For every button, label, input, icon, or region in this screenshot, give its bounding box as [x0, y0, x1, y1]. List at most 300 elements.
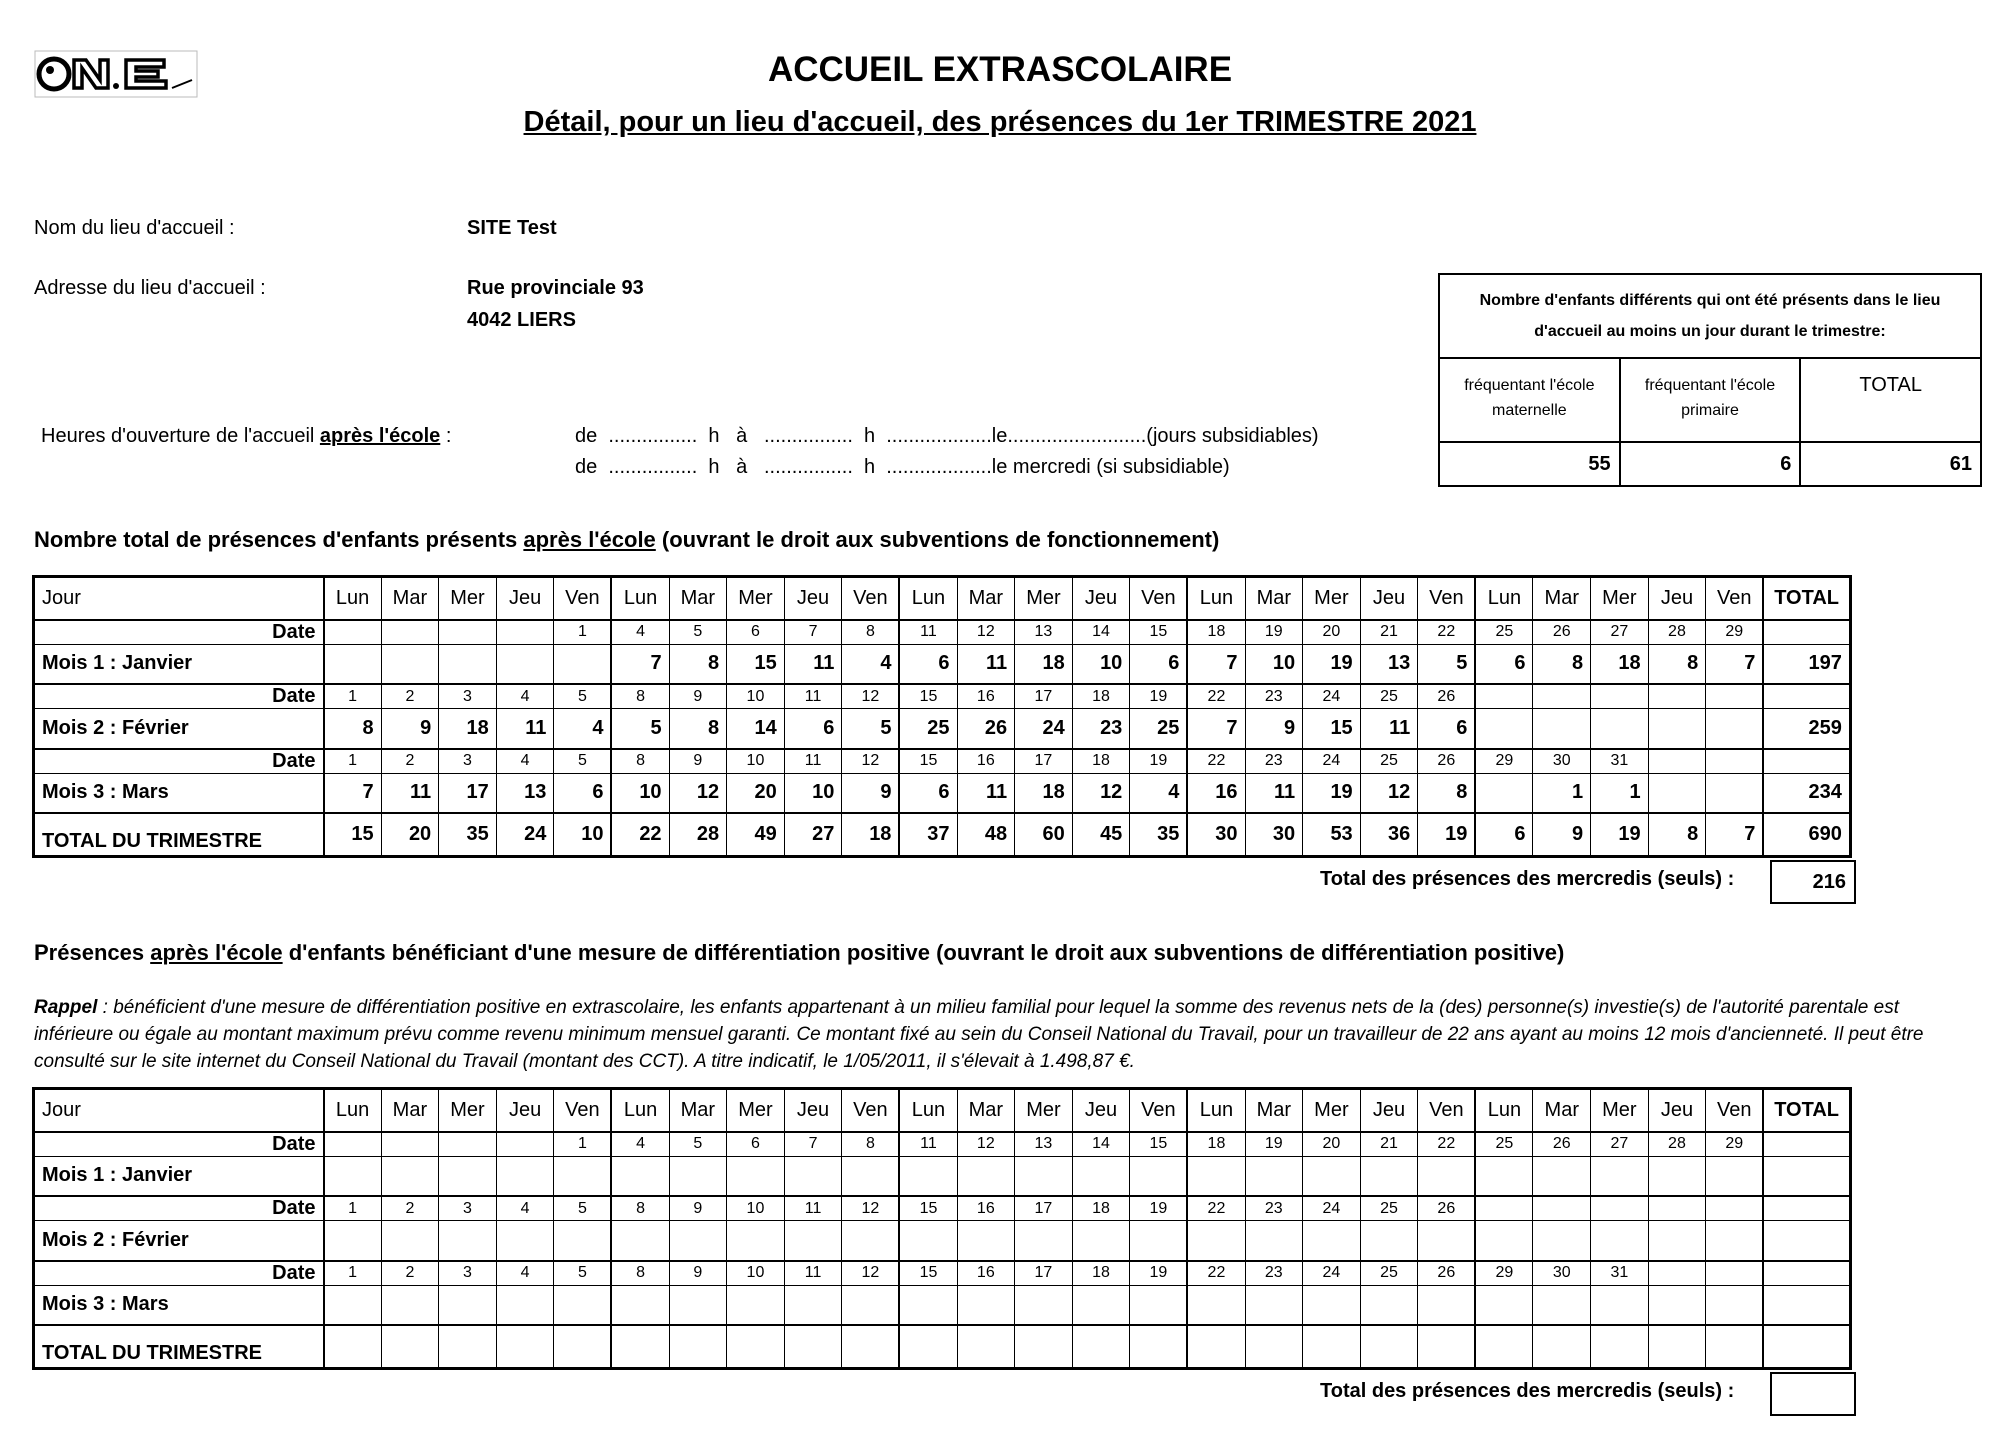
date-label: Date — [35, 749, 324, 774]
date-cell — [1763, 1196, 1849, 1221]
trimestre-cell: 35 — [1130, 813, 1188, 855]
date-cell: 18 — [1072, 1261, 1130, 1286]
value-cell — [1072, 1221, 1130, 1261]
day-header: Mar — [957, 1090, 1015, 1132]
value-cell: 9 — [842, 773, 900, 813]
rappel-label: Rappel — [34, 997, 98, 1018]
value-cell — [784, 1221, 842, 1261]
page-subtitle: Détail, pour un lieu d'accueil, des présences du 1er TRIMESTRE 2021 — [523, 106, 1477, 138]
jour-header: Jour — [35, 578, 324, 620]
value-cell — [1533, 1156, 1591, 1196]
date-cell: 29 — [1706, 620, 1764, 645]
day-header: Mar — [1533, 1090, 1591, 1132]
trimestre-cell — [899, 1325, 957, 1367]
date-cell: 19 — [1130, 749, 1188, 774]
date-cell: 31 — [1591, 749, 1649, 774]
day-header: Ven — [554, 578, 612, 620]
value-cell: 5 — [842, 709, 900, 749]
date-cell: 10 — [727, 1196, 785, 1221]
trimestre-cell: 24 — [496, 813, 554, 855]
trimestre-cell: 30 — [1187, 813, 1245, 855]
trimestre-cell: 8 — [1648, 813, 1706, 855]
date-label: Date — [35, 1196, 324, 1221]
date-cell: 7 — [784, 1132, 842, 1157]
day-header: Mer — [439, 578, 497, 620]
date-cell — [1648, 1261, 1706, 1286]
value-cell: 11 — [381, 773, 439, 813]
month-total — [1763, 1221, 1849, 1261]
day-header: Lun — [324, 1090, 382, 1132]
date-row — [35, 620, 1850, 645]
date-cell: 21 — [1360, 620, 1418, 645]
value-cell — [496, 1221, 554, 1261]
month-row — [35, 773, 1850, 813]
value-cell: 6 — [1418, 709, 1476, 749]
day-header: Ven — [1706, 1090, 1764, 1132]
value-cell: 6 — [1475, 644, 1533, 684]
value-cell: 20 — [727, 773, 785, 813]
value-cell — [1475, 1285, 1533, 1325]
day-header: Mar — [957, 578, 1015, 620]
value-cell — [1360, 1156, 1418, 1196]
day-header: Lun — [899, 578, 957, 620]
value-cell: 11 — [1245, 773, 1303, 813]
day-header: Mar — [1533, 578, 1591, 620]
value-cell: 8 — [669, 709, 727, 749]
day-header: Jeu — [1648, 1090, 1706, 1132]
date-cell: 8 — [611, 1261, 669, 1286]
trimestre-cell — [1648, 1325, 1706, 1367]
value-cell: 8 — [1648, 644, 1706, 684]
value-cell — [957, 1156, 1015, 1196]
summary-heading: Nombre d'enfants différents qui ont été présents dans le lieu d'accueil au moins un jour durant le trimestre: — [1440, 275, 1980, 359]
date-cell: 23 — [1245, 684, 1303, 709]
date-cell: 26 — [1533, 1132, 1591, 1157]
date-cell: 1 — [324, 1196, 382, 1221]
value-cell — [496, 1285, 554, 1325]
date-label: Date — [35, 1261, 324, 1286]
section2-title-prefix: Présences — [34, 940, 151, 965]
value-cell: 13 — [496, 773, 554, 813]
date-cell: 30 — [1533, 1261, 1591, 1286]
day-header: Lun — [611, 1090, 669, 1132]
date-cell: 1 — [324, 749, 382, 774]
month-row — [35, 644, 1850, 684]
value-cell — [1187, 1156, 1245, 1196]
date-cell — [1763, 684, 1849, 709]
value-cell — [669, 1156, 727, 1196]
date-cell: 31 — [1591, 1261, 1649, 1286]
section2-title — [34, 940, 1564, 966]
trimestre-cell — [554, 1325, 612, 1367]
date-cell: 12 — [842, 749, 900, 774]
trimestre-cell: 27 — [784, 813, 842, 855]
trimestre-cell: 15 — [324, 813, 382, 855]
day-header: Mer — [1015, 578, 1073, 620]
month-total — [1763, 1156, 1849, 1196]
day-header: Jeu — [1072, 1090, 1130, 1132]
value-cell: 7 — [1187, 644, 1245, 684]
month-total: 234 — [1763, 773, 1849, 813]
date-cell — [1475, 1196, 1533, 1221]
date-cell: 24 — [1303, 1196, 1361, 1221]
date-cell — [1763, 749, 1849, 774]
date-cell: 22 — [1418, 620, 1476, 645]
value-cell — [1706, 773, 1764, 813]
date-label: Date — [35, 620, 324, 645]
value-cell — [1072, 1156, 1130, 1196]
heures-underlined: après l'école — [319, 425, 441, 447]
summary-col3-value: 61 — [1801, 441, 1980, 485]
value-cell — [1591, 1156, 1649, 1196]
value-cell — [1245, 1156, 1303, 1196]
date-cell: 9 — [669, 1196, 727, 1221]
day-header: Mer — [1015, 1090, 1073, 1132]
total-header: TOTAL — [1763, 578, 1849, 620]
value-cell: 5 — [1418, 644, 1476, 684]
value-cell: 15 — [1303, 709, 1361, 749]
header-row — [35, 1090, 1850, 1132]
day-header: Lun — [1187, 578, 1245, 620]
value-cell — [1187, 1285, 1245, 1325]
value-cell: 11 — [784, 644, 842, 684]
trimestre-row — [35, 813, 1850, 855]
value-cell — [554, 1221, 612, 1261]
value-cell: 1 — [1591, 773, 1649, 813]
value-cell — [611, 1285, 669, 1325]
value-cell — [1130, 1156, 1188, 1196]
trimestre-cell: 7 — [1706, 813, 1764, 855]
trimestre-cell: 36 — [1360, 813, 1418, 855]
value-cell — [1475, 1221, 1533, 1261]
month-total — [1763, 1285, 1849, 1325]
trimestre-cell — [1130, 1325, 1188, 1367]
value-cell — [324, 644, 382, 684]
value-cell: 11 — [496, 709, 554, 749]
date-cell: 12 — [842, 1261, 900, 1286]
date-cell: 4 — [496, 1261, 554, 1286]
trimestre-cell: 37 — [899, 813, 957, 855]
trimestre-cell: 22 — [611, 813, 669, 855]
trimestre-cell: 28 — [669, 813, 727, 855]
value-cell: 4 — [1130, 773, 1188, 813]
value-cell — [1533, 1221, 1591, 1261]
value-cell: 4 — [842, 644, 900, 684]
month-row — [35, 1285, 1850, 1325]
presences-table — [34, 577, 1850, 856]
date-cell: 27 — [1591, 1132, 1649, 1157]
date-cell: 22 — [1187, 1261, 1245, 1286]
value-cell — [1706, 1156, 1764, 1196]
day-header: Ven — [1418, 578, 1476, 620]
date-cell — [324, 1132, 382, 1157]
day-header: Mer — [439, 1090, 497, 1132]
value-cell — [1648, 773, 1706, 813]
date-cell: 11 — [784, 684, 842, 709]
value-cell — [1706, 1221, 1764, 1261]
date-cell: 19 — [1245, 620, 1303, 645]
date-cell: 15 — [1130, 1132, 1188, 1157]
date-cell: 13 — [1015, 620, 1073, 645]
trimestre-cell — [1360, 1325, 1418, 1367]
value-cell — [899, 1156, 957, 1196]
trimestre-cell — [1706, 1325, 1764, 1367]
date-cell — [381, 1132, 439, 1157]
value-cell — [381, 644, 439, 684]
value-cell: 6 — [554, 773, 612, 813]
day-header: Ven — [842, 1090, 900, 1132]
trimestre-cell: 19 — [1418, 813, 1476, 855]
value-cell — [611, 1156, 669, 1196]
trimestre-cell — [1418, 1325, 1476, 1367]
date-cell: 16 — [957, 749, 1015, 774]
rappel-paragraph — [34, 994, 1974, 1075]
date-cell: 8 — [611, 749, 669, 774]
adresse-label: Adresse du lieu d'accueil : — [34, 277, 266, 299]
date-cell: 15 — [899, 1261, 957, 1286]
value-cell: 16 — [1187, 773, 1245, 813]
day-header: Mar — [669, 1090, 727, 1132]
value-cell — [324, 1285, 382, 1325]
value-cell: 25 — [1130, 709, 1188, 749]
trimestre-cell: 45 — [1072, 813, 1130, 855]
header-row — [35, 578, 1850, 620]
date-cell: 3 — [439, 1261, 497, 1286]
value-cell — [1533, 709, 1591, 749]
value-cell: 11 — [1360, 709, 1418, 749]
date-cell: 3 — [439, 749, 497, 774]
value-cell: 6 — [899, 773, 957, 813]
value-cell: 13 — [1360, 644, 1418, 684]
value-cell: 7 — [324, 773, 382, 813]
date-cell — [1648, 1196, 1706, 1221]
value-cell — [324, 1221, 382, 1261]
value-cell — [1706, 1285, 1764, 1325]
day-header: Ven — [1418, 1090, 1476, 1132]
day-header: Jeu — [1072, 578, 1130, 620]
value-cell — [381, 1221, 439, 1261]
day-header: Mer — [727, 578, 785, 620]
value-cell — [727, 1221, 785, 1261]
trimestre-cell — [381, 1325, 439, 1367]
month-label: Mois 2 : Février — [35, 1221, 324, 1261]
date-cell — [1475, 684, 1533, 709]
date-cell: 25 — [1360, 1196, 1418, 1221]
value-cell — [1245, 1221, 1303, 1261]
day-header: Lun — [899, 1090, 957, 1132]
date-cell: 26 — [1418, 684, 1476, 709]
day-header: Ven — [1130, 578, 1188, 620]
value-cell — [1303, 1156, 1361, 1196]
value-cell — [381, 1156, 439, 1196]
value-cell: 18 — [439, 709, 497, 749]
value-cell: 8 — [324, 709, 382, 749]
date-cell: 5 — [669, 620, 727, 645]
trimestre-cell — [324, 1325, 382, 1367]
date-cell: 10 — [727, 749, 785, 774]
date-cell: 2 — [381, 1261, 439, 1286]
date-cell: 7 — [784, 620, 842, 645]
date-cell: 12 — [842, 1196, 900, 1221]
value-cell — [381, 1285, 439, 1325]
day-header: Lun — [1475, 578, 1533, 620]
summary-box — [1438, 273, 1982, 487]
day-header: Jeu — [784, 1090, 842, 1132]
value-cell — [439, 1156, 497, 1196]
month-row — [35, 1156, 1850, 1196]
date-cell: 29 — [1475, 1261, 1533, 1286]
value-cell — [669, 1285, 727, 1325]
day-header: Mer — [1303, 578, 1361, 620]
date-cell: 14 — [1072, 620, 1130, 645]
day-header: Ven — [554, 1090, 612, 1132]
date-cell — [1648, 684, 1706, 709]
value-cell — [1187, 1221, 1245, 1261]
date-cell: 9 — [669, 749, 727, 774]
value-cell — [899, 1221, 957, 1261]
date-row — [35, 1261, 1850, 1286]
trimestre-cell — [611, 1325, 669, 1367]
value-cell — [439, 1221, 497, 1261]
date-cell: 25 — [1360, 684, 1418, 709]
date-cell: 20 — [1303, 1132, 1361, 1157]
value-cell — [842, 1156, 900, 1196]
summary-col2-value: 6 — [1621, 441, 1800, 485]
value-cell — [1533, 1285, 1591, 1325]
date-cell: 19 — [1130, 1261, 1188, 1286]
date-cell — [1706, 684, 1764, 709]
value-cell: 10 — [1245, 644, 1303, 684]
value-cell: 14 — [727, 709, 785, 749]
trimestre-cell: 49 — [727, 813, 785, 855]
value-cell: 12 — [669, 773, 727, 813]
date-cell: 2 — [381, 1196, 439, 1221]
value-cell — [669, 1221, 727, 1261]
value-cell: 6 — [899, 644, 957, 684]
date-cell: 24 — [1303, 684, 1361, 709]
date-cell: 29 — [1706, 1132, 1764, 1157]
summary-col2-label: fréquentant l'école primaire — [1644, 377, 1776, 419]
value-cell — [1303, 1221, 1361, 1261]
day-header: Lun — [324, 578, 382, 620]
date-cell: 8 — [842, 1132, 900, 1157]
trimestre-cell: 20 — [381, 813, 439, 855]
heures-label — [41, 425, 451, 448]
date-cell: 25 — [1475, 1132, 1533, 1157]
value-cell: 10 — [1072, 644, 1130, 684]
date-cell — [439, 1132, 497, 1157]
trimestre-cell — [1187, 1325, 1245, 1367]
date-cell: 24 — [1303, 1261, 1361, 1286]
date-cell: 3 — [439, 684, 497, 709]
day-header: Lun — [1187, 1090, 1245, 1132]
trimestre-cell — [1475, 1325, 1533, 1367]
diff-positive-table — [34, 1089, 1850, 1368]
date-cell: 18 — [1072, 1196, 1130, 1221]
rappel-text: : bénéficient d'une mesure de différentiation positive en extrascolaire, les enfants appartenant à un milieu familial pour lequel la somme des revenus nets de la (des) personne(s) investie(s) de l'autorité parentale est inférieure ou égale au montant maximum prévu comme revenu minimum mensuel garanti. Ce montant fixé au sein du Conseil National du Travail, pour un travailleur de 22 ans ayant au moins 12 mois d'ancienneté. Il peut être consulté sur le site internet du Conseil National du Travail (montant des CCT). A titre indicatif, le 1/05/2011, il s'élevait à 1.498,87 €. — [34, 997, 1924, 1072]
value-cell: 9 — [381, 709, 439, 749]
value-cell — [842, 1221, 900, 1261]
date-cell: 23 — [1245, 749, 1303, 774]
value-cell — [957, 1285, 1015, 1325]
jour-header: Jour — [35, 1090, 324, 1132]
value-cell: 18 — [1015, 773, 1073, 813]
trimestre-cell: 9 — [1533, 813, 1591, 855]
date-cell: 1 — [554, 620, 612, 645]
date-cell: 30 — [1533, 749, 1591, 774]
date-cell — [1706, 1261, 1764, 1286]
summary-col1-value: 55 — [1440, 441, 1619, 485]
date-cell: 17 — [1015, 684, 1073, 709]
value-cell — [1015, 1221, 1073, 1261]
value-cell — [1706, 709, 1764, 749]
date-cell: 22 — [1187, 749, 1245, 774]
value-cell: 23 — [1072, 709, 1130, 749]
date-cell — [1591, 1196, 1649, 1221]
day-header: Mar — [1245, 578, 1303, 620]
date-cell: 1 — [324, 1261, 382, 1286]
value-cell — [1418, 1221, 1476, 1261]
date-cell: 6 — [727, 620, 785, 645]
date-cell: 9 — [669, 684, 727, 709]
date-cell: 26 — [1418, 749, 1476, 774]
date-cell: 19 — [1130, 684, 1188, 709]
value-cell — [1418, 1285, 1476, 1325]
date-cell — [496, 620, 554, 645]
value-cell — [1303, 1285, 1361, 1325]
value-cell: 9 — [1245, 709, 1303, 749]
day-header: Jeu — [1360, 578, 1418, 620]
date-row — [35, 749, 1850, 774]
date-cell: 5 — [554, 1261, 612, 1286]
page-title: ACCUEIL EXTRASCOLAIRE — [767, 50, 1233, 89]
date-cell: 15 — [899, 749, 957, 774]
section1-mercredis-value: 216 — [1770, 860, 1856, 904]
date-cell: 12 — [957, 1132, 1015, 1157]
value-cell: 19 — [1303, 773, 1361, 813]
day-header: Ven — [1706, 578, 1764, 620]
heures-suffix: : — [440, 425, 452, 447]
section1-title-prefix: Nombre total de présences d'enfants présents — [34, 527, 524, 552]
date-cell: 12 — [842, 684, 900, 709]
grand-total: 690 — [1763, 813, 1849, 855]
value-cell — [439, 1285, 497, 1325]
value-cell: 12 — [1360, 773, 1418, 813]
summary-col3-label: TOTAL — [1859, 374, 1922, 396]
value-cell — [554, 644, 612, 684]
month-label: Mois 3 : Mars — [35, 1285, 324, 1325]
month-label: Mois 1 : Janvier — [35, 644, 324, 684]
trimestre-cell: 35 — [439, 813, 497, 855]
day-header: Mar — [669, 578, 727, 620]
day-header: Mar — [1245, 1090, 1303, 1132]
value-cell — [554, 1285, 612, 1325]
date-row — [35, 684, 1850, 709]
month-row — [35, 1221, 1850, 1261]
date-cell: 17 — [1015, 749, 1073, 774]
date-cell: 19 — [1245, 1132, 1303, 1157]
date-cell: 15 — [1130, 620, 1188, 645]
date-cell: 23 — [1245, 1196, 1303, 1221]
value-cell — [1130, 1221, 1188, 1261]
trimestre-cell — [784, 1325, 842, 1367]
date-cell: 16 — [957, 1261, 1015, 1286]
date-cell: 22 — [1418, 1132, 1476, 1157]
date-cell: 10 — [727, 684, 785, 709]
section1-title-underlined: après l'école — [523, 527, 656, 552]
day-header: Ven — [842, 578, 900, 620]
value-cell: 26 — [957, 709, 1015, 749]
